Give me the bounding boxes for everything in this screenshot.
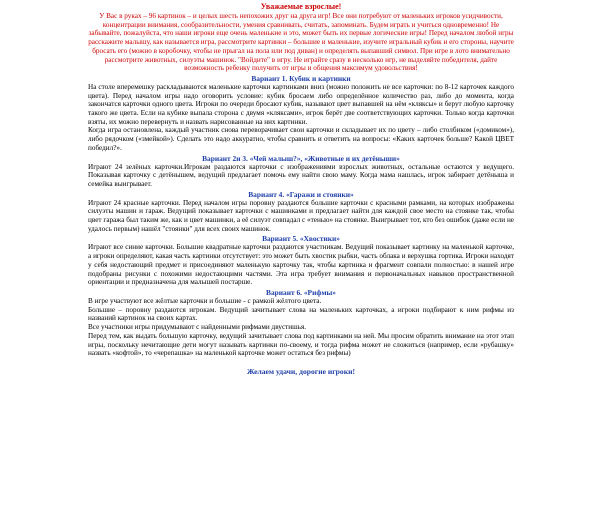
section-paragraph: Играют все синие карточки. Большие квадратные карточки раздаются участникам. Ведущий показывает картинку на маленькой карточке, а игроки определяют, какая часть картинки отсутствует: это может быть хвостик рыбки, часть облака и верхушка гортика. Игроки находят у себя недостающий предмет и присоединяют маленькую карточку так, чтобы картинка и фрагмент совпали полностью: в нашей игре подобраны рисунки с похожими недостающими частями. Эта игра требует внимания и первоначальных навыков пространственной ориентации и предназначена для малышей постарше. [88,243,514,287]
section-heading: Вариант 5. «Хвостики» [262,234,340,244]
section-heading: Вариант 1. Кубик и картинки [251,73,351,83]
section-paragraph: На столе вперемешку раскладываются маленькие карточки картинками вниз (можно положить не все карточки: по 8-12 карточек каждого цвета). Перед началом игры надо оговорить условие: кубик бросаем либо определённое количество раз, либо до момента, когда закончатся карточки одного цвета. Игроки по очереди бросают кубик, называют цвет выпавшей на нём «кляксы» и берут любую карточку такого же цвета. Если на кубике выпала сторона с двумя «кляксами», игрок берёт две соответствующих карточки. Только когда карточки взяты, их можно перевернуть и назвать нарисованные на них картинки. [88,82,514,126]
section-6 [88,288,514,358]
closing-wish: Желаем удачи, дорогие игроки! [247,366,355,376]
section-2-3 [88,154,514,189]
section-paragraph: Большие – поровну раздаются игрокам. Ведущий зачитывает слова на маленьких карточках, а игроки подбирают к ним рифмы из названий картинок на своих картах. [88,305,514,323]
section-1 [88,74,514,153]
section-4 [88,190,514,234]
section-paragraph: Играют 24 красные карточки. Перед началом игры поровну раздаются большие карточки с красными рамками, на которых изображены силуэты машин и гараж. Ведущий показывает карточки с машинками и предлагает найти для каждой свое место на стоянке так, чтобы цвет гаража был таким же, как и цвет машинки, а её силуэт совпадал с «тенью» на стоянке. Выигрывает тот, кто без ошибок (даже если не удалось первым) нашёл "стоянки" для всех своих машинок. [88,198,514,233]
intro-paragraph: У Вас в руках – 96 картинок – и целых шесть непохожих друг на друга игр! Все они потребуют от маленьких игроков усидчивости, концентрации внимания, сообразительности, умения сравнивать, считать, запоминать. Будем играть и учиться одновременно! Не забывайте, пожалуйста, что наши игроки еще очень маленькие и это, может быть их первые логические игры! Перед началом любой игры расскажите малышу, как называется игра, рассмотрите картинки – большие и маленькие, изучите игральный кубик и его стороны, научите бросать его (можно в коробочку, чтобы не прыгал на пола или под диван) и определять выпавший символ. При игре в лото внимательно рассмотрите животных, силуэты машинок. "Войдите" в игру. Не играйте сразу в несколько игр, не выделяйте победителя, дайте возможность ребенку получить от игры и общения максимум удовольствия! [88,12,514,73]
section-heading: Вариант 6. «Рифмы» [266,287,336,297]
instructions-document [88,2,514,377]
section-paragraph: В игре участвуют все жёлтые карточки и большие - с рамкой жёлтого цвета. [88,296,322,305]
section-paragraph: Все участники игры придумывают с найденными рифмами двустишья. [88,323,307,332]
section-heading: Вариант 4. «Гаражи и стоянки» [248,189,354,199]
document-title: Уважаемые взрослые! [260,2,342,11]
section-heading: Вариант 2и 3. «Чей малыш?», «Животные и их детёныши» [202,153,400,163]
section-paragraph: Играют 24 зелёных карточки.Игрокам раздаются карточки с изображениями взрослых животных, остальные остаются у ведущего. Показывая карточку с детёнышем, ведущий предлагает помочь ему найти свою маму. Когда мама нашлась, игрок забирает детёныша и семейка выигрывает. [88,162,514,188]
section-paragraph: Когда игра остановлена, каждый участник снова переворачивает свои карточки и складывает их по цвету – либо столбиком («домиком»), либо рядочком («змейкой»). Сделать это надо аккуратно, чтобы сравнить и ответить на вопросы: «Каких карточек больше? Какой ЦВЕТ победил?». [88,126,514,152]
section-5 [88,234,514,287]
section-paragraph: Перед тем, как выдать большую карточку, ведущий зачитывает слова под картинками на ней. Мы просим обратить внимание на этот этап игры, поскольку нечитающие дети могут называть картинки по-своему, и тогда рифма может не сложиться (например, если «рубашку» назвать «кофтой», то «черепашка» на маленькой карточке может остаться без рифмы) [88,331,514,358]
